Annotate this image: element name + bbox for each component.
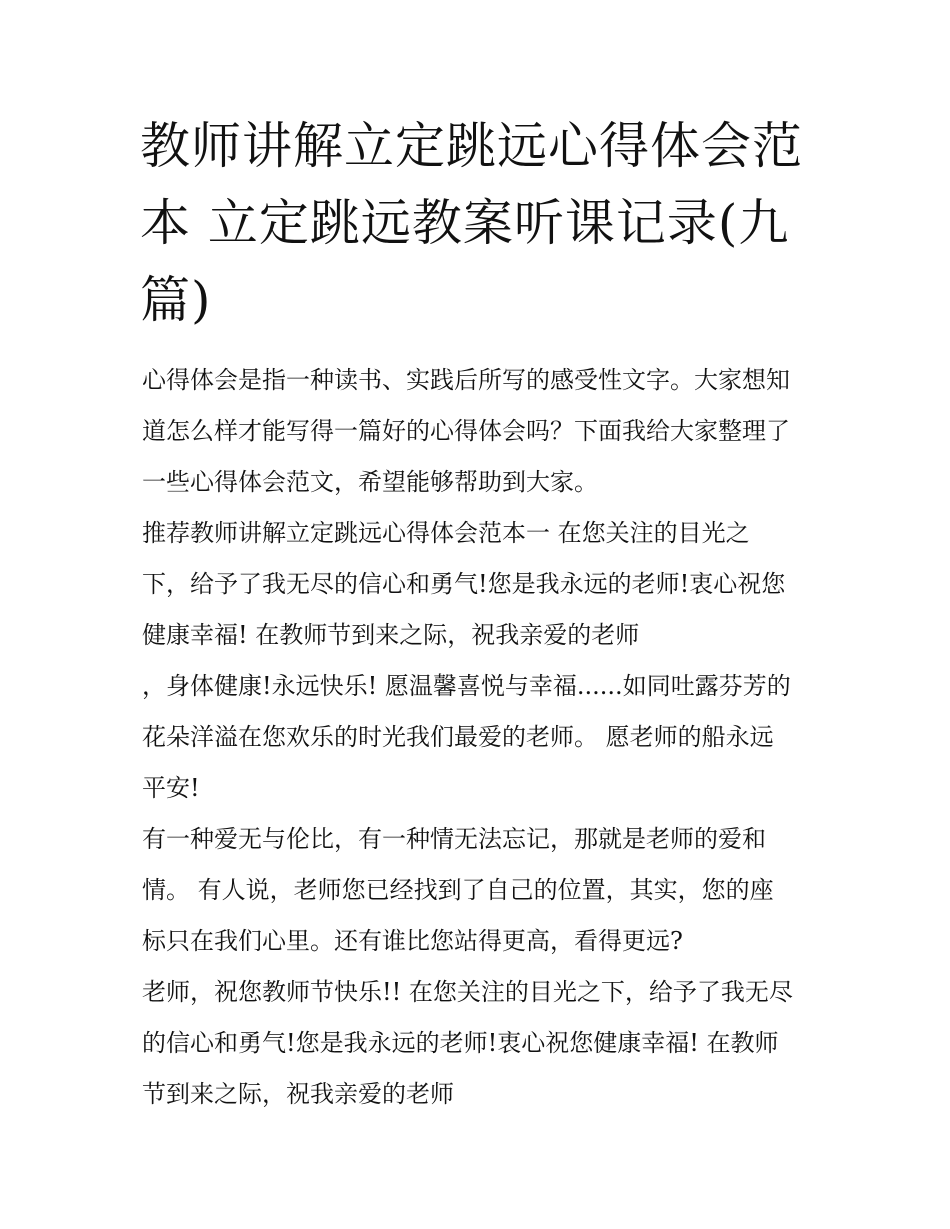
essay-line: 情。 有人说，老师您已经找到了自己的位置，其实，您的座 xyxy=(142,876,774,904)
document-body xyxy=(142,358,842,1123)
essay-line: 节到来之际，祝我亲爱的老师 xyxy=(142,1080,454,1108)
essay-line: 老师，祝您教师节快乐!! 在您关注的目光之下，给予了我无尽 xyxy=(142,978,793,1006)
title-line: 教师讲解立定跳远心得体会范 xyxy=(140,117,803,175)
intro-line: 心得体会是指一种读书、实践后所写的感受性文字。大家想知 xyxy=(142,366,790,394)
essay-line: ，身体健康!永远快乐! 愿温馨喜悦与幸福......如同吐露芬芳的 xyxy=(142,672,791,700)
intro-line: 一些心得体会范文，希望能够帮助到大家。 xyxy=(142,468,598,496)
intro-line: 道怎么样才能写得一篇好的心得体会吗？下面我给大家整理了 xyxy=(142,417,790,445)
essay-line: 花朵洋溢在您欢乐的时光我们最爱的老师。 愿老师的船永远 xyxy=(142,723,774,751)
title-line: 本 立定跳远教案听课记录(九 xyxy=(140,194,790,252)
essay-line: 下，给予了我无尽的信心和勇气!您是我永远的老师!衷心祝您 xyxy=(142,570,786,598)
essay-line: 有一种爱无与伦比，有一种情无法忘记，那就是老师的爱和 xyxy=(142,825,766,853)
essay-line: 标只在我们心里。还有谁比您站得更高，看得更远? xyxy=(142,927,683,955)
essay-line: 的信心和勇气!您是我永远的老师!衷心祝您健康幸福! 在教师 xyxy=(142,1029,779,1057)
essay-line: 推荐教师讲解立定跳远心得体会范本一 在您关注的目光之 xyxy=(142,519,750,547)
document-title xyxy=(140,108,820,339)
essay-line: 平安! xyxy=(142,774,200,802)
essay-line: 健康幸福! 在教师节到来之际，祝我亲爱的老师 xyxy=(142,621,640,649)
title-line: 篇) xyxy=(140,271,212,329)
